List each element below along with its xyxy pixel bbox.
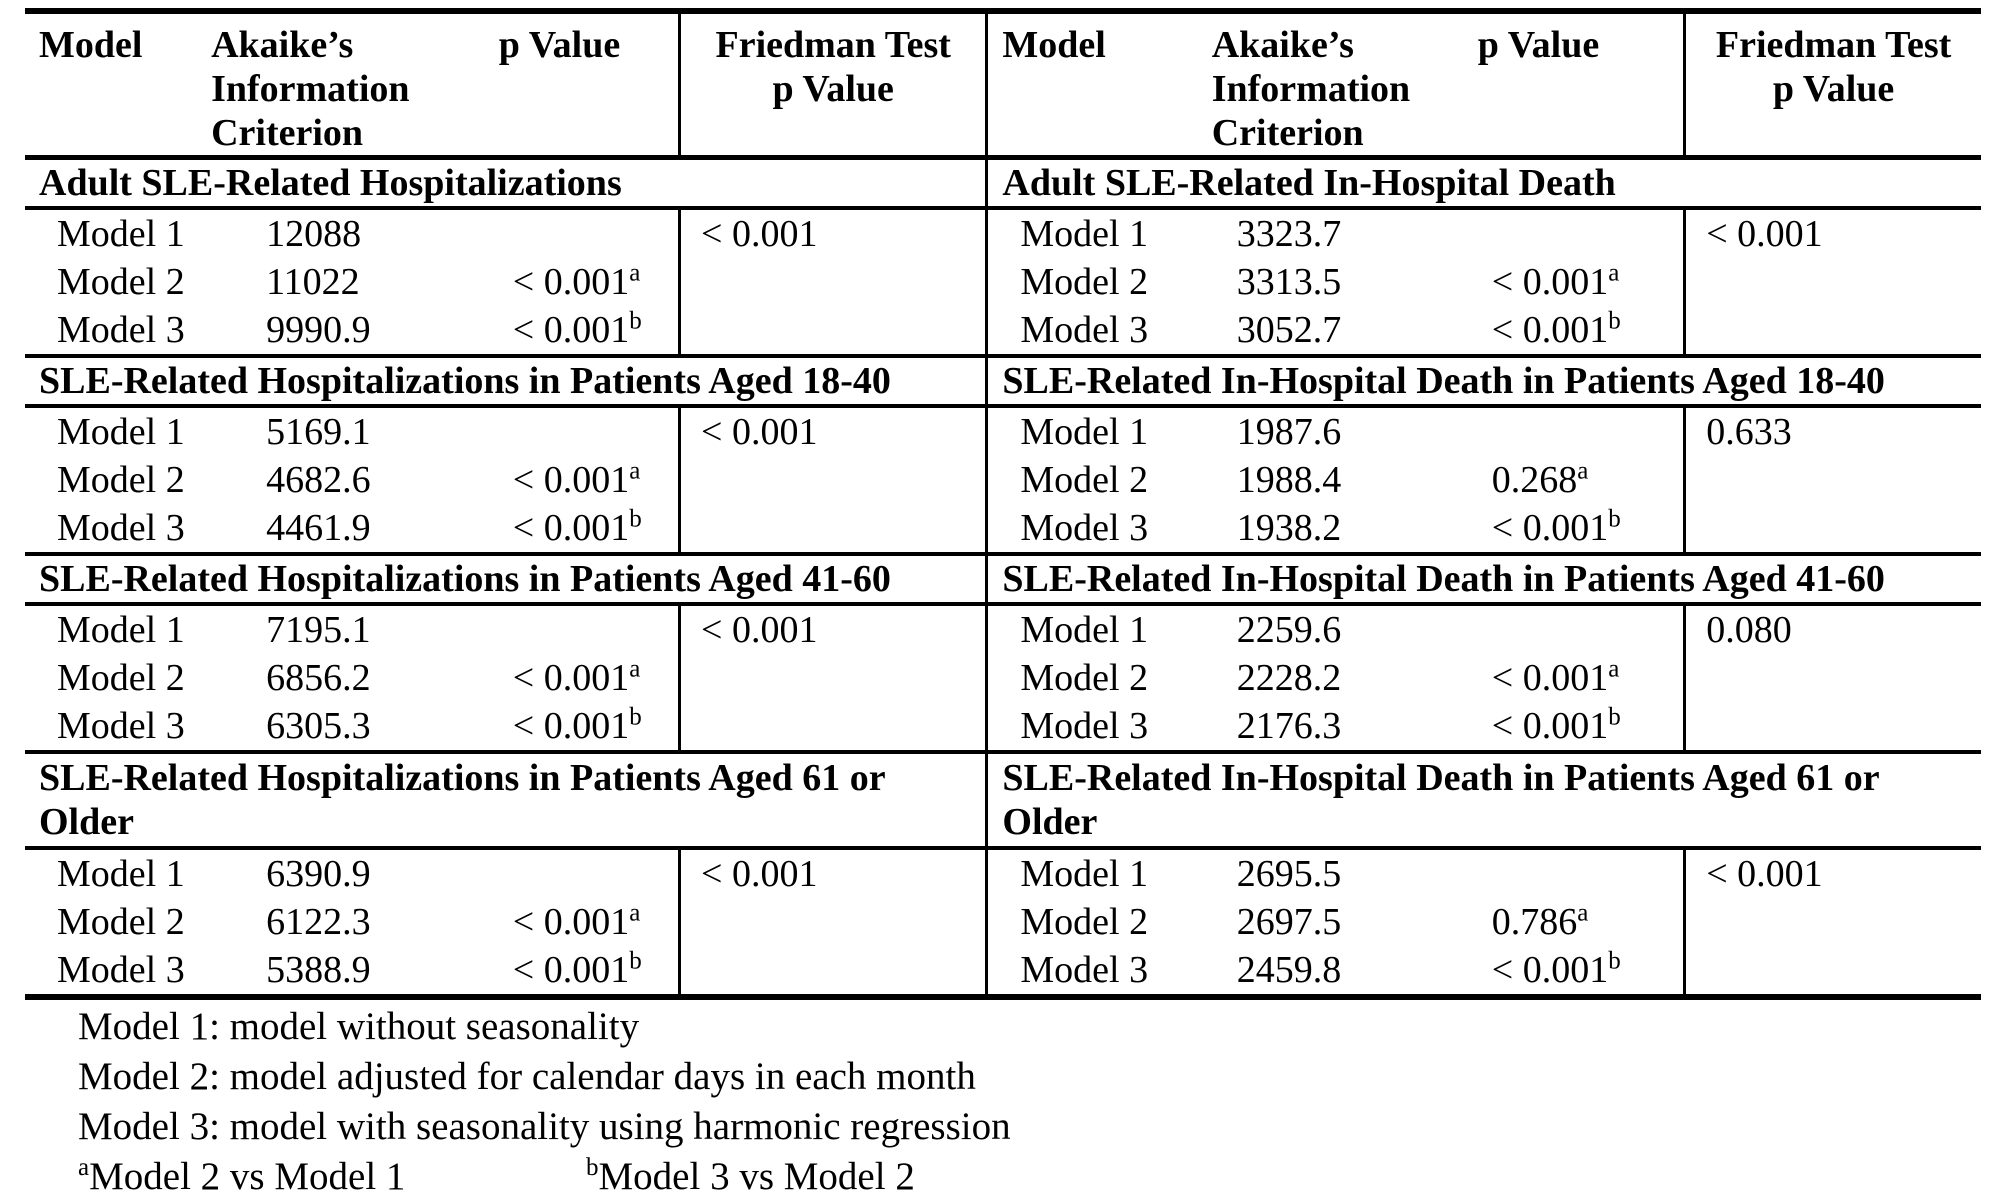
- data-block-hospitalizations-61-older: [25, 850, 985, 994]
- p-value-superscript: b: [1608, 947, 1621, 975]
- p-value-superscript: a: [629, 259, 641, 287]
- aic-value: 9990.9: [266, 309, 371, 351]
- results-table: [25, 8, 1981, 1000]
- aic-value: 3052.7: [1236, 309, 1342, 351]
- p-value-text: < 0.001: [512, 705, 630, 747]
- section-title-death-61-older: [988, 754, 1981, 850]
- p-value: [1470, 258, 1683, 306]
- section-title-line: Older: [1002, 801, 1098, 843]
- model-label: Model 3: [1020, 705, 1149, 747]
- section-title-hospitalizations-18-40: [25, 358, 985, 408]
- section-title-line: SLE-Related In-Hospital Death in Patients Aged 18-40: [1002, 360, 1885, 402]
- friedman-header-line1: Friedman Test: [715, 24, 951, 66]
- p-value: [1470, 850, 1683, 898]
- column-header-friedman: [678, 14, 985, 155]
- p-value-text: 0.786: [1491, 901, 1578, 943]
- data-block-adult-death: [988, 210, 1981, 358]
- footnote-model3-definition: Model 3: model with seasonality using harmonic regression: [78, 1105, 1011, 1148]
- model-label: Model 2: [1020, 901, 1149, 943]
- aic-value: 6390.9: [266, 853, 371, 895]
- p-value: [491, 456, 678, 504]
- section-title-line: Adult SLE-Related In-Hospital Death: [1002, 162, 1616, 204]
- p-value: [1470, 456, 1683, 504]
- p-value-text: < 0.001: [1491, 705, 1609, 747]
- model-label: Model 3: [57, 705, 185, 747]
- friedman-p-value: 0.633: [1683, 408, 1981, 552]
- p-value-superscript: b: [629, 307, 642, 335]
- model-label: Model 2: [57, 901, 185, 943]
- column-header-model: Model: [39, 24, 143, 66]
- friedman-p-value: < 0.001: [678, 408, 985, 552]
- aic-value: 6305.3: [266, 705, 371, 747]
- p-value-superscript: b: [1608, 703, 1621, 731]
- aic-value: 3313.5: [1236, 261, 1342, 303]
- aic-value: 12088: [266, 213, 362, 255]
- data-block-adult-hospitalizations: [25, 210, 985, 358]
- data-block-death-61-older: [988, 850, 1981, 994]
- column-header-friedman: [1683, 14, 1981, 155]
- model-label: Model 1: [1020, 853, 1149, 895]
- friedman-p-value: < 0.001: [678, 850, 985, 994]
- p-value-superscript: a: [629, 457, 641, 485]
- section-title-line: Older: [39, 801, 134, 843]
- aic-value: 1938.2: [1236, 507, 1342, 549]
- p-value-superscript: b: [629, 505, 642, 533]
- section-title-line: SLE-Related In-Hospital Death in Patients Aged 41-60: [1002, 558, 1885, 600]
- p-value-superscript: a: [629, 899, 641, 927]
- section-title-death-18-40: [988, 358, 1981, 408]
- p-value-text: < 0.001: [1491, 657, 1609, 699]
- footnotes: [78, 1002, 1958, 1202]
- footnote-note-a: [78, 1155, 405, 1198]
- p-value-superscript: a: [629, 655, 641, 683]
- p-value-text: < 0.001: [512, 459, 630, 501]
- p-value-text: < 0.001: [512, 261, 630, 303]
- column-header-aic: Akaike’s Information Criterion: [1211, 24, 1411, 154]
- model-label: Model 3: [1020, 949, 1149, 991]
- section-title-line: SLE-Related Hospitalizations in Patients Aged 18-40: [39, 360, 891, 402]
- footnote-text-b: Model 3 vs Model 2: [598, 1155, 915, 1198]
- aic-value: 2459.8: [1236, 949, 1342, 991]
- column-header-row: [25, 14, 985, 160]
- model-label: Model 1: [57, 213, 185, 255]
- data-block-death-41-60: [988, 606, 1981, 754]
- p-value: [491, 850, 678, 898]
- p-value: [491, 258, 678, 306]
- friedman-p-value: < 0.001: [1683, 210, 1981, 354]
- model-label: Model 3: [1020, 309, 1149, 351]
- footnote-model1-definition: Model 1: model without seasonality: [78, 1005, 640, 1048]
- aic-value: 5388.9: [266, 949, 371, 991]
- aic-value: 2695.5: [1236, 853, 1342, 895]
- p-value-text: < 0.001: [512, 507, 630, 549]
- data-block-hospitalizations-41-60: [25, 606, 985, 754]
- table-half-hospitalizations: [25, 14, 985, 994]
- model-label: Model 1: [1020, 213, 1149, 255]
- aic-value: 3323.7: [1236, 213, 1342, 255]
- footnote-text-a: Model 2 vs Model 1: [89, 1155, 406, 1198]
- p-value-text: < 0.001: [512, 309, 630, 351]
- section-title-line: SLE-Related Hospitalizations in Patients Aged 41-60: [39, 558, 891, 600]
- model-label: Model 3: [57, 949, 185, 991]
- aic-value: 2176.3: [1236, 705, 1342, 747]
- p-value-superscript: a: [1608, 655, 1620, 683]
- model-label: Model 2: [57, 261, 185, 303]
- p-value-superscript: a: [1577, 457, 1589, 485]
- p-value: [1470, 504, 1683, 552]
- aic-value: 7195.1: [266, 609, 371, 651]
- footnote-marker-a: a: [78, 1154, 90, 1181]
- friedman-p-value: < 0.001: [1683, 850, 1981, 994]
- column-header-row: [988, 14, 1981, 160]
- footnote-note-b: [586, 1152, 915, 1202]
- aic-value: 4682.6: [266, 459, 371, 501]
- p-value: [491, 306, 678, 354]
- p-value: [491, 702, 678, 750]
- section-title-hospitalizations-41-60: [25, 556, 985, 606]
- p-value-text: < 0.001: [512, 657, 630, 699]
- aic-value: 6856.2: [266, 657, 371, 699]
- p-value: [491, 606, 678, 654]
- friedman-p-value: < 0.001: [678, 606, 985, 750]
- model-label: Model 3: [1020, 507, 1149, 549]
- p-value: [1470, 210, 1683, 258]
- p-value: [1470, 606, 1683, 654]
- column-header-p-value: p Value: [498, 24, 621, 66]
- p-value: [1470, 408, 1683, 456]
- aic-value: 6122.3: [266, 901, 371, 943]
- p-value-superscript: b: [1608, 505, 1621, 533]
- footnote-superscript-notes: [78, 1152, 1958, 1202]
- section-title-line: SLE-Related Hospitalizations in Patients Aged 61 or: [39, 757, 886, 799]
- column-header-p-value: p Value: [1477, 24, 1600, 66]
- section-title-adult-hospitalizations: [25, 160, 985, 210]
- p-value-superscript: b: [629, 703, 642, 731]
- p-value: [491, 654, 678, 702]
- column-header-model: Model: [1002, 24, 1106, 66]
- model-label: Model 2: [57, 459, 185, 501]
- p-value-text: < 0.001: [1491, 309, 1609, 351]
- model-label: Model 1: [57, 411, 185, 453]
- model-label: Model 2: [1020, 657, 1149, 699]
- p-value: [491, 504, 678, 552]
- column-header-aic: Akaike’s Information Criterion: [211, 24, 410, 154]
- friedman-p-value: < 0.001: [678, 210, 985, 354]
- p-value-text: 0.268: [1491, 459, 1578, 501]
- p-value-text: < 0.001: [512, 901, 630, 943]
- p-value: [491, 898, 678, 946]
- footnote-model2-definition: Model 2: model adjusted for calendar days in each month: [78, 1055, 976, 1098]
- footnote-marker-b: b: [586, 1154, 599, 1181]
- p-value-superscript: b: [1608, 307, 1621, 335]
- section-title-hospitalizations-61-older: [25, 754, 985, 850]
- friedman-p-value: 0.080: [1683, 606, 1981, 750]
- section-title-adult-death: [988, 160, 1981, 210]
- aic-value: 2259.6: [1236, 609, 1342, 651]
- aic-value: 1987.6: [1236, 411, 1342, 453]
- section-title-line: Adult SLE-Related Hospitalizations: [39, 162, 622, 204]
- model-label: Model 1: [57, 609, 185, 651]
- model-label: Model 3: [57, 309, 185, 351]
- p-value-superscript: a: [1577, 899, 1589, 927]
- model-label: Model 2: [57, 657, 185, 699]
- p-value-text: < 0.001: [1491, 507, 1609, 549]
- aic-value: 2228.2: [1236, 657, 1342, 699]
- p-value: [1470, 306, 1683, 354]
- aic-value: 5169.1: [266, 411, 371, 453]
- model-label: Model 1: [57, 853, 185, 895]
- p-value-superscript: a: [1608, 259, 1620, 287]
- p-value-superscript: b: [629, 947, 642, 975]
- p-value: [1470, 702, 1683, 750]
- model-label: Model 2: [1020, 459, 1149, 501]
- data-block-death-18-40: [988, 408, 1981, 556]
- aic-value: 11022: [266, 261, 360, 303]
- friedman-header-line2: p Value: [772, 68, 894, 110]
- p-value-text: < 0.001: [1491, 261, 1609, 303]
- p-value: [491, 210, 678, 258]
- model-label: Model 2: [1020, 261, 1149, 303]
- p-value: [491, 946, 678, 994]
- p-value: [491, 408, 678, 456]
- aic-value: 2697.5: [1236, 901, 1342, 943]
- aic-value: 1988.4: [1236, 459, 1342, 501]
- p-value: [1470, 898, 1683, 946]
- p-value: [1470, 946, 1683, 994]
- friedman-header-line1: Friedman Test: [1715, 24, 1952, 66]
- friedman-header-line2: p Value: [1772, 68, 1895, 110]
- model-label: Model 1: [1020, 411, 1149, 453]
- p-value-text: < 0.001: [512, 949, 630, 991]
- p-value: [1470, 654, 1683, 702]
- section-title-death-41-60: [988, 556, 1981, 606]
- aic-value: 4461.9: [266, 507, 371, 549]
- model-label: Model 3: [57, 507, 185, 549]
- model-label: Model 1: [1020, 609, 1149, 651]
- section-title-line: SLE-Related In-Hospital Death in Patients Aged 61 or: [1002, 757, 1880, 799]
- p-value-text: < 0.001: [1491, 949, 1609, 991]
- data-block-hospitalizations-18-40: [25, 408, 985, 556]
- table-half-in-hospital-death: [985, 14, 1981, 994]
